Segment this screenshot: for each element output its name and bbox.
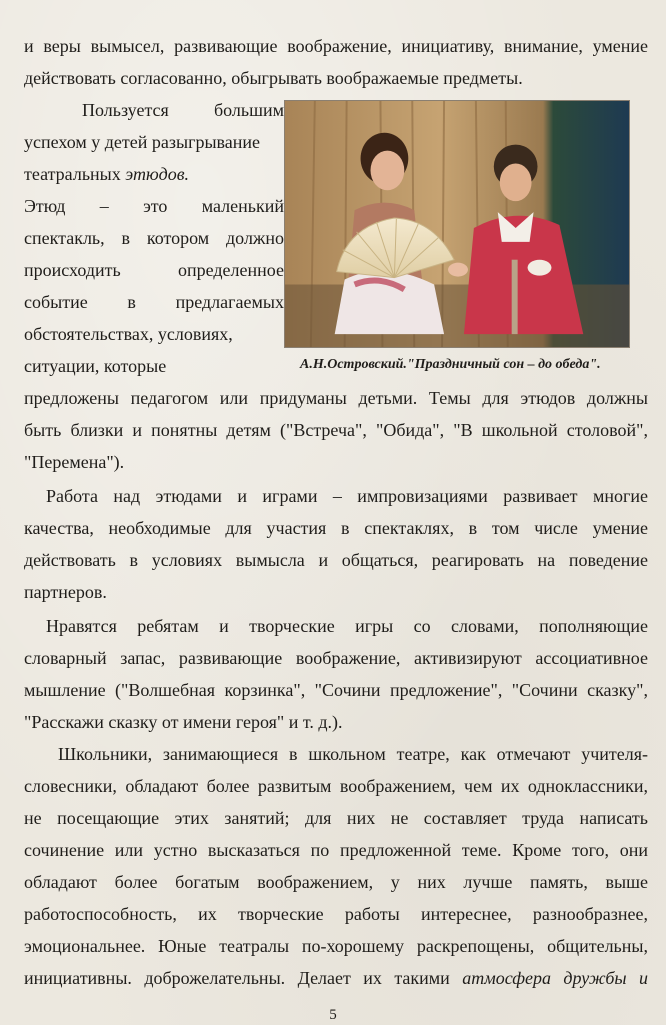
emphasis-text: этюдов. — [125, 164, 190, 184]
text-line: и веры вымысел, развивающие воображение, инициативу, внимание, умение — [24, 36, 648, 56]
text-line: Работа над этюдами и играми – импровизациями развивает многие — [46, 486, 648, 506]
text-line — [24, 968, 648, 988]
text-line: словарный запас, развивающие воображение, активизируют ассоциативное — [24, 648, 648, 668]
text-line: сочинение или устно высказаться по предложенной теме. Кроме того, они — [24, 840, 648, 860]
text-line: партнеров. — [24, 582, 107, 602]
page-number: 5 — [329, 1007, 337, 1023]
text-line: событие в предлагаемых — [24, 292, 284, 312]
text-line: успехом у детей разыгрывание — [24, 132, 261, 152]
text-line: не посещающие этих занятий; для них не составляет труда написать — [24, 808, 648, 828]
text-line: словесники, обладают более развитым воображением, чем их одноклассники, — [24, 776, 648, 796]
text-line: "Расскажи сказку от имени героя" и т. д.). — [24, 712, 343, 732]
text-line: "Перемена"). — [24, 452, 125, 472]
text-line: Этюд – это маленький — [24, 196, 284, 216]
text-line: качества, необходимые для участия в спектаклях, в том числе умение — [24, 518, 648, 538]
text-line: предложены педагогом или придуманы детьми. Темы для этюдов должны — [24, 388, 648, 408]
text-line: обладают более богатым воображением, у них лучше память, выше — [24, 872, 648, 892]
text-line: Нравятся ребятам и творческие игры со словами, пополняющие — [46, 616, 648, 636]
text-line: спектакль, в котором должно — [24, 228, 284, 248]
text-line: действовать в условиях вымысла и общаться, реагировать на поведение — [24, 550, 648, 570]
photo-caption: А.Н.Островский."Праздничный сон – до обеда". — [300, 357, 601, 372]
text-line: действовать согласованно, обыгрывать воображаемые предметы. — [24, 68, 523, 88]
text-line: быть близки и понятны детям ("Встреча", "Обида", "В школьной столовой", — [24, 420, 648, 440]
theatre-photo — [284, 100, 630, 348]
text-line: Школьники, занимающиеся в школьном театре, как отмечают учителя- — [58, 744, 648, 764]
text-line: Пользуется большим — [82, 100, 284, 120]
emphasis-text: атмосфера дружбы и — [462, 968, 648, 988]
text-line: эмоциональнее. Юные театралы по-хорошему раскрепощены, общительны, — [24, 936, 648, 956]
text-line: происходить определенное — [24, 260, 284, 280]
text-fragment: инициативны. доброжелательны. Делает их такими — [24, 968, 463, 988]
text-line: ситуации, которые — [24, 356, 167, 376]
text-fragment: театральных — [24, 164, 126, 184]
text-line: работоспособность, их творческие работы интереснее, разнообразнее, — [24, 904, 648, 924]
text-line: обстоятельствах, условиях, — [24, 324, 233, 344]
text-line: мышление ("Волшебная корзинка", "Сочини предложение", "Сочини сказку", — [24, 680, 648, 700]
text-line — [24, 164, 284, 184]
